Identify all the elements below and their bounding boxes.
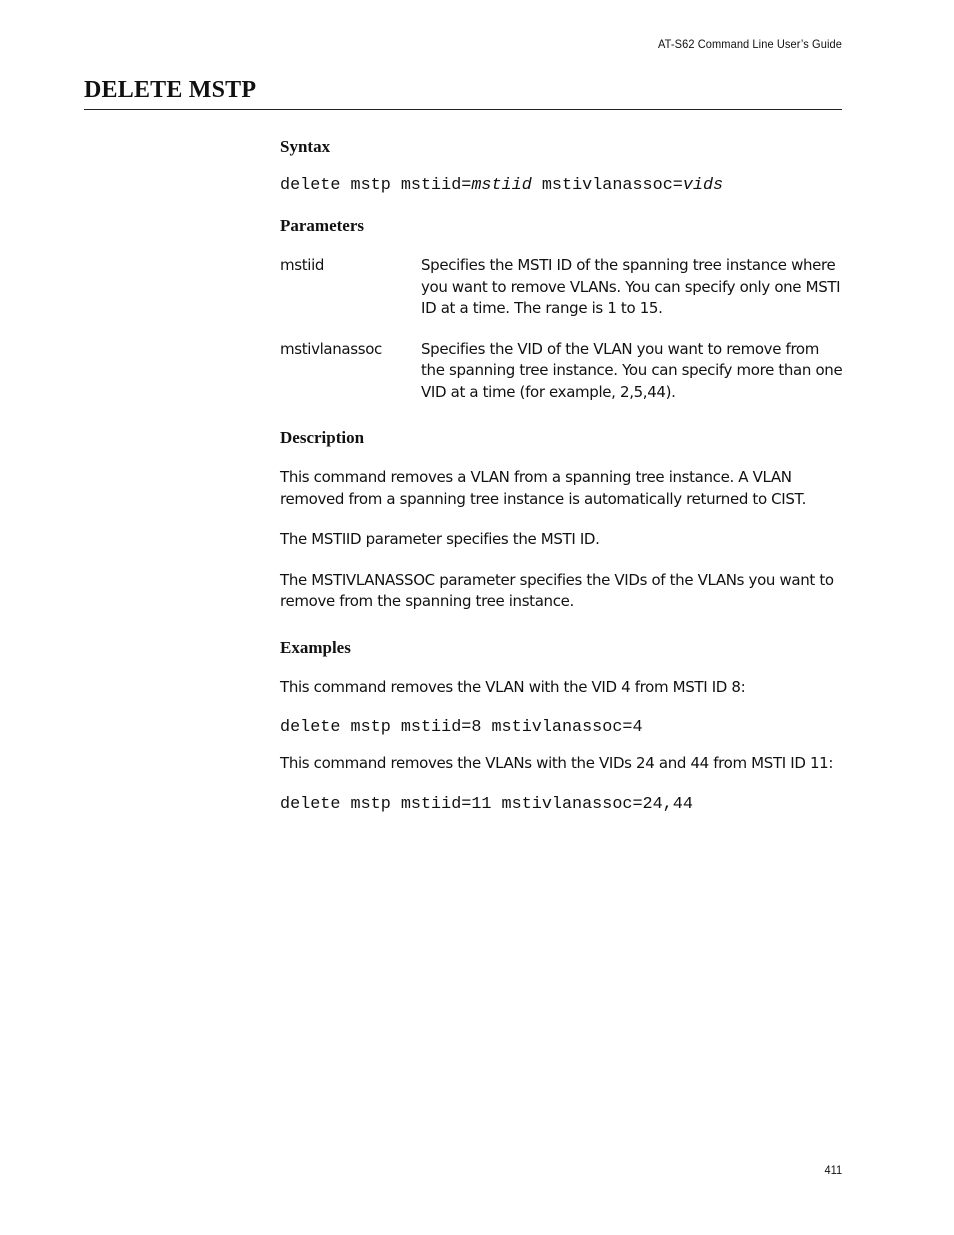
parameter-description: Specifies the VID of the VLAN you want to remove from the spanning tree instance. You can specify more than one VID at a time (for example, 2,5,44). bbox=[421, 339, 843, 401]
example-text: This command removes the VLAN with the VID 4 from MSTI ID 8: bbox=[280, 677, 746, 696]
example-code: delete mstp mstiid=11 mstivlanassoc=24,44 bbox=[280, 794, 693, 814]
description-paragraph: This command removes a VLAN from a spanning tree instance. A VLAN removed from a spanning tree instance is automatically returned to CIST. bbox=[280, 468, 807, 508]
parameters-heading: Parameters bbox=[280, 216, 365, 235]
syntax-arg-vids: vids bbox=[682, 176, 724, 195]
page-number: 411 bbox=[824, 1163, 842, 1177]
description-heading: Description bbox=[280, 428, 365, 447]
example-text: This command removes the VLANs with the VIDs 24 and 44 from MSTI ID 11: bbox=[280, 754, 834, 772]
page-title: DELETE MSTP bbox=[84, 77, 257, 103]
parameter-name: mstivlanassoc bbox=[280, 339, 382, 358]
syntax-heading: Syntax bbox=[280, 137, 331, 156]
parameter-row-mstiid bbox=[280, 255, 845, 320]
parameter-name: mstiid bbox=[280, 256, 325, 274]
parameter-description: Specifies the MSTI ID of the spanning tree instance where you want to remove VLANs. You can specify only one MSTI ID at a time. The range is 1 to 15. bbox=[421, 256, 841, 317]
examples-heading: Examples bbox=[280, 637, 351, 657]
syntax-command-prefix: delete mstp mstiid= bbox=[280, 176, 472, 195]
syntax-arg-mstiid: mstiid bbox=[471, 176, 532, 195]
running-header: AT-S62 Command Line User’s Guide bbox=[658, 37, 842, 51]
example-code: delete mstp mstiid=8 mstivlanassoc=4 bbox=[280, 718, 643, 737]
description-paragraph: The MSTIID parameter specifies the MSTI ID. bbox=[280, 530, 600, 548]
main-content bbox=[280, 136, 845, 816]
parameter-row-mstivlanassoc bbox=[280, 339, 845, 404]
description-paragraph: The MSTIVLANASSOC parameter specifies the VIDs of the VLANs you want to remove from the spanning tree instance. bbox=[280, 570, 834, 610]
title-divider bbox=[84, 109, 842, 110]
syntax-command bbox=[280, 175, 845, 197]
syntax-command-middle: mstivlanassoc= bbox=[531, 176, 683, 195]
